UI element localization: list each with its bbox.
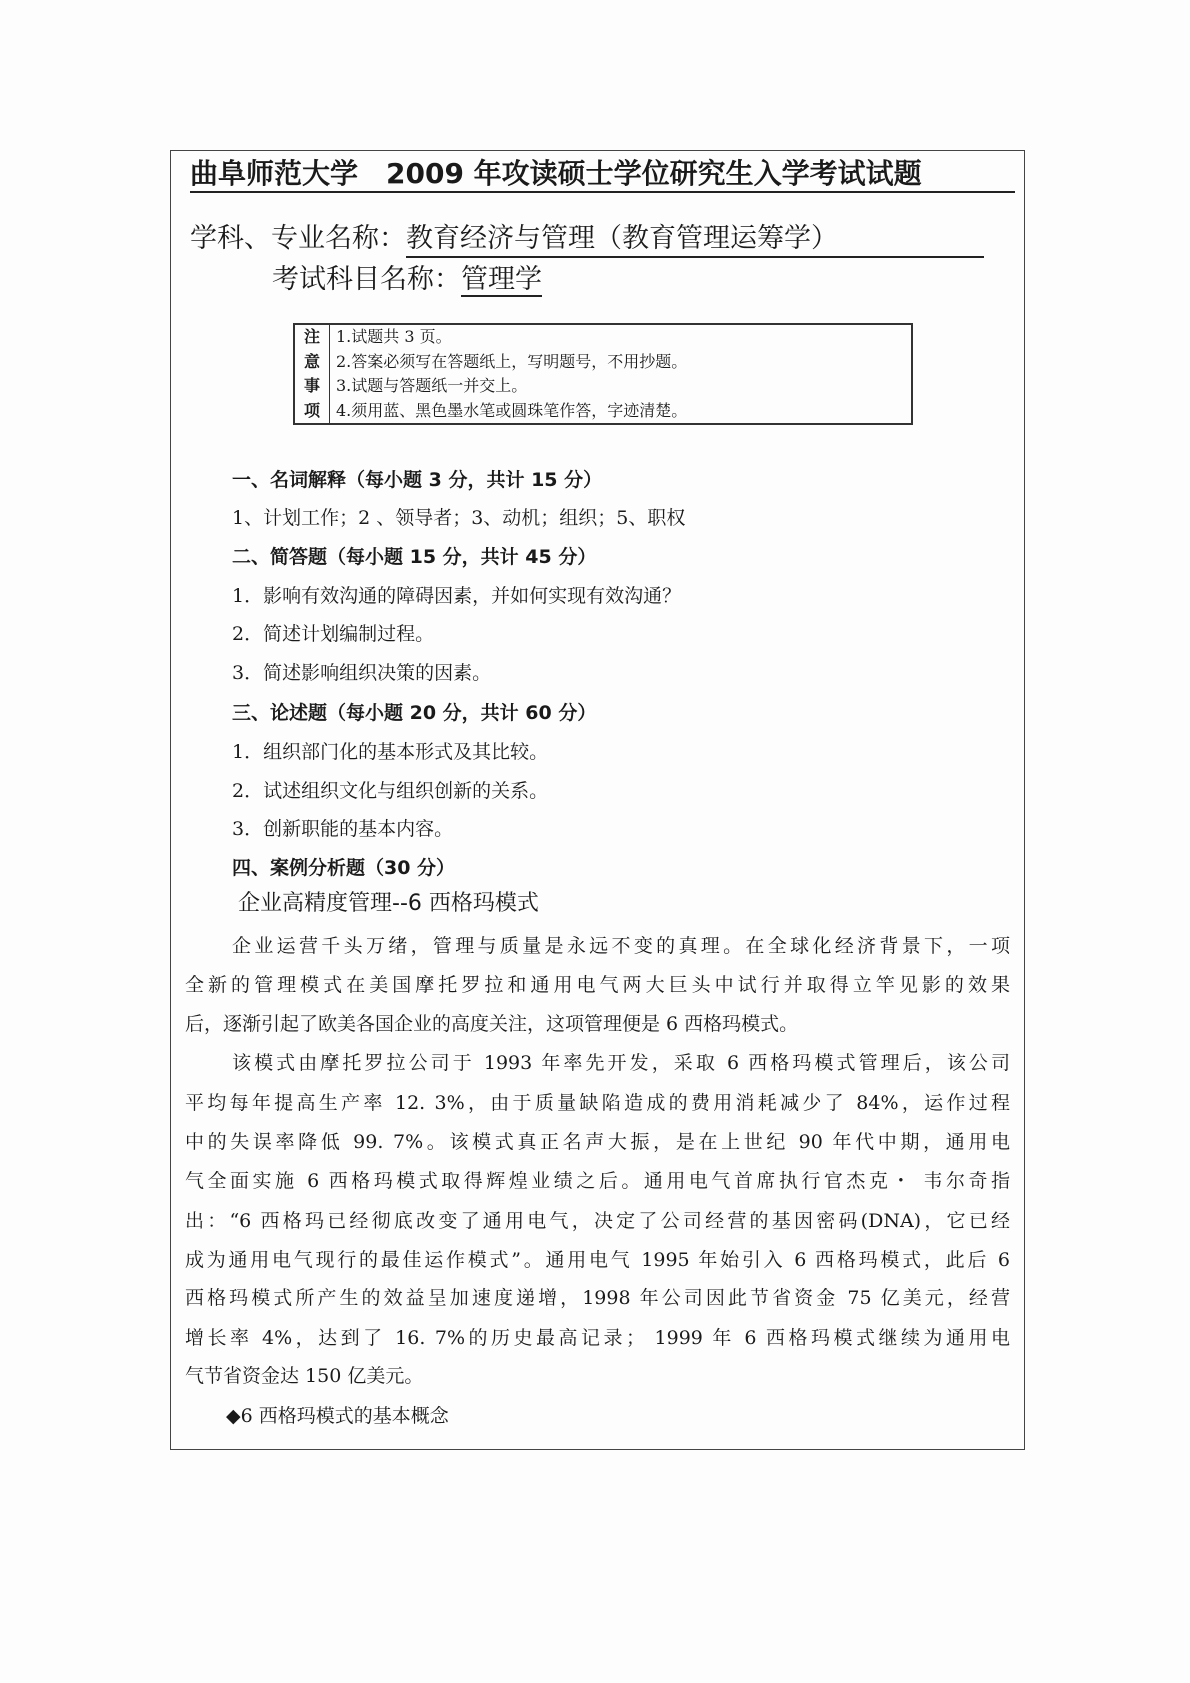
notes-box	[293, 323, 913, 425]
case-line: 中的失误率降低 99. 7%。该模式真正名声大振，是在上世纪 90 年代中期，通用电	[185, 1131, 1010, 1153]
note-item: 4.须用蓝、黑色墨水笔或圆珠笔作答，字迹清楚。	[336, 400, 688, 420]
question-item: 2．简述计划编制过程。	[232, 623, 435, 645]
case-line: 气全面实施 6 西格玛模式取得辉煌业绩之后。通用电气首席执行官杰克・ 韦尔奇指	[185, 1170, 1010, 1192]
major-label: 学科、专业名称：	[190, 223, 406, 254]
note-item: 2.答案必须写在答题纸上，写明题号，不用抄题。	[336, 351, 688, 371]
section-title: 二、简答题（每小题 15 分，共计 45 分）	[232, 546, 597, 568]
question-item: 1、计划工作；2 、领导者；3、动机；组织；5、职权	[232, 507, 686, 529]
case-line: 气节省资金达 150 亿美元。	[185, 1365, 424, 1387]
question-item: 3．创新职能的基本内容。	[232, 818, 454, 840]
notes-heading-char: 事	[294, 374, 330, 399]
subject-value: 管理学	[461, 264, 542, 295]
case-title: 企业高精度管理--6 西格玛模式	[238, 891, 539, 916]
case-line: 增长率 4%，达到了 16. 7%的历史最高记录； 1999 年 6 西格玛模式继续为通用电	[185, 1327, 1010, 1349]
question-item: 3．简述影响组织决策的因素。	[232, 662, 492, 684]
subject-label: 考试科目名称：	[272, 264, 461, 295]
question-item: 1．组织部门化的基本形式及其比较。	[232, 741, 549, 763]
case-line: 成为通用电气现行的最佳运作模式”。通用电气 1995 年始引入 6 西格玛模式，此后 6	[185, 1249, 1010, 1271]
case-line: 出：“6 西格玛已经彻底改变了通用电气，决定了公司经营的基因密码(DNA)，它已经	[185, 1210, 1010, 1232]
case-line: 该模式由摩托罗拉公司于 1993 年率先开发，采取 6 西格玛模式管理后，该公司	[232, 1052, 1010, 1074]
case-line: 企业运营千头万绪，管理与质量是永远不变的真理。在全球化经济背景下，一项	[232, 935, 1010, 957]
case-bullet: ◆6 西格玛模式的基本概念	[226, 1405, 449, 1427]
question-item: 1．影响有效沟通的障碍因素，并如何实现有效沟通？	[232, 585, 682, 607]
section-title: 三、论述题（每小题 20 分，共计 60 分）	[232, 702, 597, 724]
major-value: 教育经济与管理（教育管理运筹学）	[406, 222, 984, 258]
subject-row	[272, 263, 542, 297]
exam-title: 曲阜师范大学 2009 年攻读硕士学位研究生入学考试试题	[190, 157, 1015, 193]
case-line: 全新的管理模式在美国摩托罗拉和通用电气两大巨头中试行并取得立竿见影的效果	[185, 974, 1010, 996]
section-title: 四、案例分析题（30 分）	[232, 857, 456, 879]
case-line: 平均每年提高生产率 12. 3%，由于质量缺陷造成的费用消耗减少了 84%，运作过程	[185, 1092, 1010, 1114]
note-item: 1.试题共 3 页。	[336, 327, 452, 346]
notes-heading-char: 项	[294, 399, 330, 425]
notes-heading-char: 注	[294, 324, 330, 350]
note-item: 3.试题与答题纸一并交上。	[336, 376, 528, 395]
section-title: 一、名词解释（每小题 3 分，共计 15 分）	[232, 469, 603, 491]
case-line: 西格玛模式所产生的效益呈加速度递增，1998 年公司因此节省资金 75 亿美元，经营	[185, 1287, 1010, 1309]
notes-heading-char: 意	[294, 350, 330, 375]
question-item: 2．试述组织文化与组织创新的关系。	[232, 780, 549, 802]
case-line: 后，逐渐引起了欧美各国企业的高度关注，这项管理便是 6 西格玛模式。	[185, 1013, 799, 1035]
major-row	[190, 222, 984, 258]
